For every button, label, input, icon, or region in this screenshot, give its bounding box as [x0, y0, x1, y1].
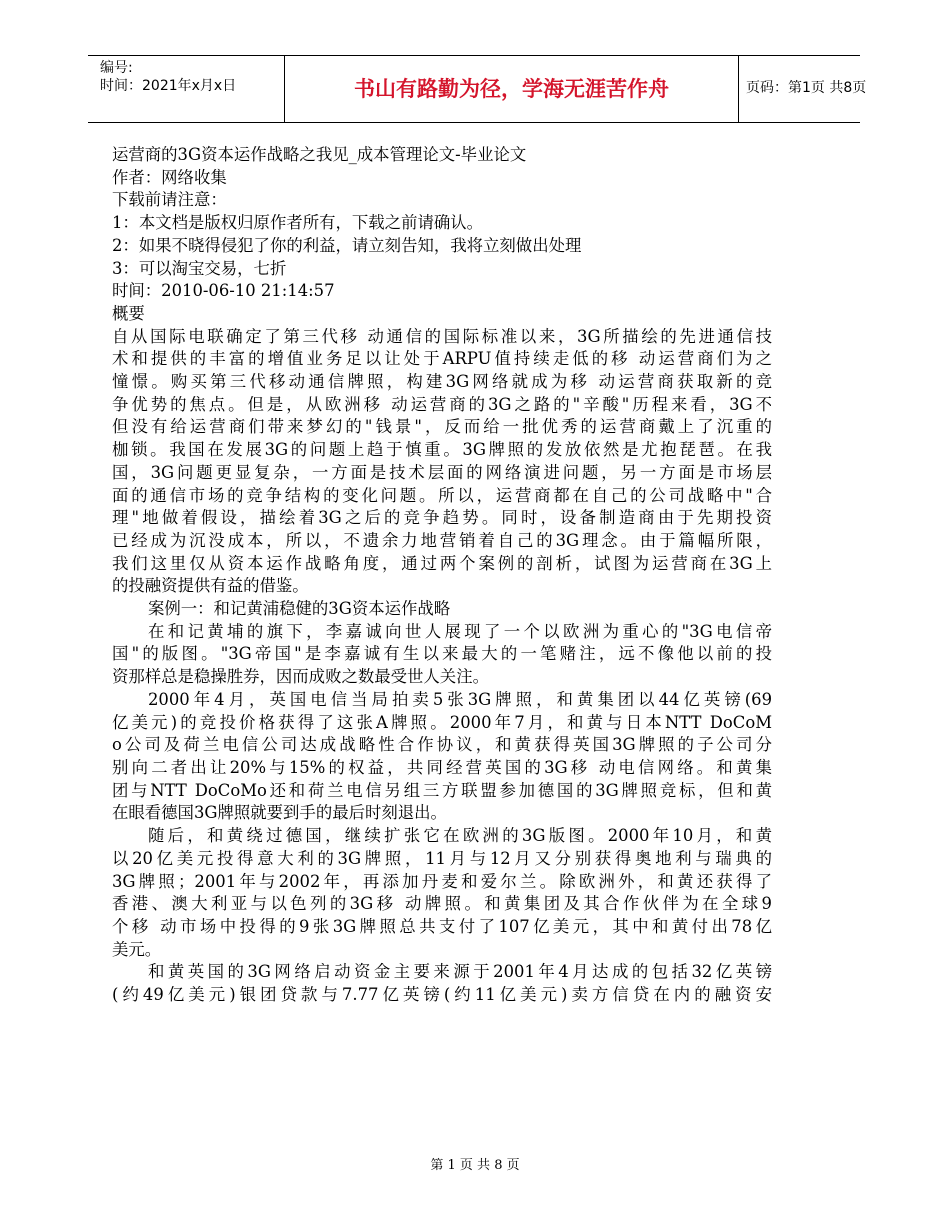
page-header [88, 55, 867, 123]
text-line: 面的通信市场的竞争结构的变化问题。所以，运营商都在自己的公司战略中"合 [112, 485, 772, 505]
text-line: 憧憬。购买第三代移动通信牌照，构建3G网络就成为移 动运营商获取新的竞 [112, 372, 772, 392]
notice-item: 3：可以淘宝交易，七折 [112, 258, 287, 278]
text-line: 3G牌照；2001年与2002年，再添加丹麦和爱尔兰。除欧洲外，和黄还获得了 [112, 871, 772, 891]
text-line: 自从国际电联确定了第三代移 动通信的国际标准以来，3G所描绘的先进通信技 [112, 326, 772, 346]
header-time-label: 时间：2021年x月x日 [100, 78, 237, 94]
notice-item: 2：如果不晓得侵犯了你的利益，请立刻告知，我将立刻做出处理 [112, 235, 582, 255]
text-line: 美元。 [112, 939, 162, 959]
text-line: 的投融资提供有益的借鉴。 [112, 576, 309, 596]
article-title: 运营商的3G资本运作战略之我见_成本管理论文-毕业论文 [112, 145, 527, 164]
header-page-cell [738, 56, 867, 122]
text-line: 资那样总是稳操胜券，因而成败之数最受世人关注。 [112, 667, 489, 687]
text-line: 已经成为沉没成本，所以，不遗余力地营销着自己的3G理念。由于篇幅所限， [112, 530, 772, 550]
text-line: 术和提供的丰富的增值业务足以让处于ARPU值持续走低的移 动运营商们为之 [112, 349, 772, 369]
text-line: 2000年4月，英国电信当局拍卖5张3G牌照，和黄集团以44亿英镑(69 [148, 689, 772, 709]
text-line: 争优势的焦点。但是，从欧洲移 动运营商的3G之路的"辛酸"历程来看，3G不 [112, 394, 772, 414]
header-page-info: 页码：第1页 共8页 [746, 80, 867, 96]
text-line: 香港、澳大利亚与以色列的3G移 动牌照。和黄集团及其合作伙伴为在全球9 [112, 894, 772, 914]
page-footer: 第 1 页 共 8 页 [430, 1158, 520, 1173]
doc-number-label: 编号: [100, 60, 133, 76]
notice-item: 1：本文档是版权归原作者所有，下载之前请确认。 [112, 213, 484, 233]
text-line: 枷锁。我国在发展3G的问题上趋于慎重。3G牌照的发放依然是尤抱琵琶。在我 [112, 440, 772, 460]
text-line: o公司及荷兰电信公司达成战略性合作协议，和黄获得英国3G牌照的子公司分 [112, 735, 772, 755]
abstract-paragraph [112, 326, 772, 598]
header-meta-cell [88, 56, 284, 122]
header-motto: 书山有路勤为径，学海无涯苦作舟 [354, 77, 669, 101]
notice-title: 下载前请注意： [112, 190, 227, 210]
text-line: 随后，和黄绕过德国，继续扩张它在欧洲的3G版图。2000年10月，和黄 [148, 826, 772, 846]
text-line: 以20亿美元投得意大利的3G牌照，11月与12月又分别获得奥地利与瑞典的 [112, 848, 772, 868]
text-line: 国"的版图。"3G帝国"是李嘉诚有生以来最大的一笔赌注，远不像他以前的投 [112, 644, 772, 664]
text-line: 和黄英国的3G网络启动资金主要来源于2001年4月达成的包括32亿英镑 [148, 962, 772, 982]
text-line: 但没有给运营商们带来梦幻的"钱景"，反而给一批优秀的运营商戴上了沉重的 [112, 417, 772, 437]
text-line: (约49亿美元)银团贷款与7.77亿英镑(约11亿美元)卖方信贷在内的融资安 [112, 985, 772, 1005]
text-line: 个移 动市场中投得的9张3G牌照总共支付了107亿美元，其中和黄付出78亿 [112, 916, 772, 936]
text-line: 我们这里仅从资本运作战略角度，通过两个案例的剖析，试图为运营商在3G上 [112, 553, 772, 573]
text-line: 亿美元)的竞投价格获得了这张A牌照。2000年7月，和黄与日本NTT DoCoM [112, 712, 772, 732]
text-line: 在眼看德国3G牌照就要到手的最后时刻退出。 [112, 803, 447, 823]
body-paragraph [112, 689, 772, 825]
header-motto-cell [284, 56, 739, 122]
body-paragraph [112, 961, 772, 1006]
case-title: 案例一：和记黄浦稳健的3G资本运作战略 [148, 599, 451, 619]
text-line: 团与NTT DoCoMo还和荷兰电信另组三方联盟参加德国的3G牌照竞标，但和黄 [112, 780, 772, 800]
text-line: 别向二者出让20%与15%的权益，共同经营英国的3G移 动电信网络。和黄集 [112, 757, 772, 777]
text-line: 在和记黄埔的旗下，李嘉诚向世人展现了一个以欧洲为重心的"3G电信帝 [148, 621, 772, 641]
article-author: 作者：网络收集 [112, 167, 227, 187]
body-paragraph [112, 621, 772, 689]
body-paragraph [112, 825, 772, 961]
abstract-label: 概要 [112, 303, 145, 323]
text-line: 国，3G问题更显复杂，一方面是技术层面的网络演进问题，另一方面是市场层 [112, 462, 772, 482]
article-time: 时间：2010-06-10 21:14:57 [112, 281, 335, 301]
article-body [112, 144, 772, 1007]
text-line: 理"地做着假设，描绘着3G之后的竞争趋势。同时，设备制造商由于先期投资 [112, 508, 772, 528]
